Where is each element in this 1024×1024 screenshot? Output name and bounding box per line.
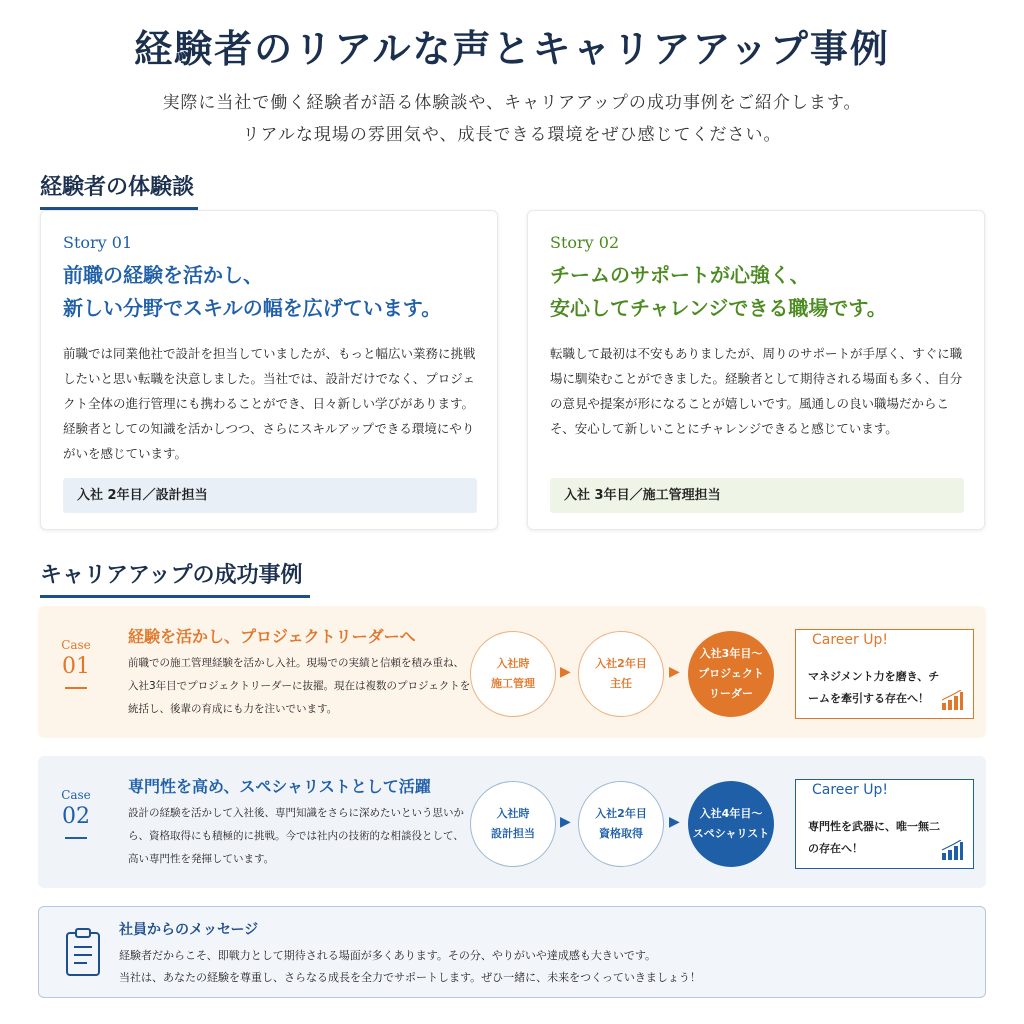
chevron-right-icon: ▶ <box>560 814 571 830</box>
growth-chart-icon <box>941 840 963 860</box>
career-up-box <box>795 779 974 869</box>
page-title: 経験者のリアルな声とキャリアアップ事例 <box>134 27 890 71</box>
story-card-02 <box>527 210 985 530</box>
career-step-2: 入社2年目 資格取得 <box>578 781 664 867</box>
career-step-2: 入社2年目 主任 <box>578 631 664 717</box>
chevron-right-icon: ▶ <box>560 664 571 680</box>
career-up-box <box>795 629 974 719</box>
case-label: Case <box>61 788 91 802</box>
lead-text-line-2: リアルな現場の雰囲気や、成長できる環境をぜひ感じてください。 <box>242 125 782 145</box>
chevron-right-icon: ▶ <box>669 664 680 680</box>
message-line-2: 当社は、あなたの経験を尊重し、さらなる成長を全力でサポートします。ぜひ一緒に、未来をつくっていきましょう！ <box>119 971 701 984</box>
story-body: 転職して最初は不安もありましたが、周りのサポートが手厚く、すぐに職場に馴染むことができました。経験者として期待される場面も多く、自分の意見や提案が形になることが嬉しいです。風通しの良い職場だからこそ、安心して新しいことにチャレンジできると感じています。 <box>550 346 963 436</box>
story-headline <box>550 259 970 325</box>
case-number: 01 <box>62 654 90 679</box>
story-card-01 <box>40 210 498 530</box>
case-number-badge <box>54 638 98 689</box>
section-heading-cases <box>40 558 302 589</box>
story-headline-line-1: 前職の経験を活かし、 <box>63 263 263 287</box>
career-step-1: 入社時 設計担当 <box>470 781 556 867</box>
case-body: 前職での施工管理経験を活かし入社。現場での実績と信頼を積み重ね、入社3年目でプロジェクトリーダーに抜擢。現在は複数のプロジェクトを統括し、後輩の育成にも力を注いでいます。 <box>128 657 471 715</box>
case-card-01 <box>38 606 986 738</box>
case-number: 02 <box>62 804 90 829</box>
case-title: 経験を活かし、プロジェクトリーダーへ <box>128 627 416 646</box>
lead-text-line-1: 実際に当社で働く経験者が語る体験談や、キャリアアップの成功事例をご紹介します。 <box>162 93 862 113</box>
career-step-3: 入社3年目〜 プロジェクト リーダー <box>688 631 774 717</box>
career-up-text: マネジメント力を磨き、チームを牽引する存在へ！ <box>808 670 940 705</box>
career-step-3: 入社4年目〜 スペシャリスト <box>688 781 774 867</box>
story-label: Story 01 <box>63 233 133 252</box>
message-line-1: 経験者だからこそ、即戦力として期待される場面が多くあります。その分、やりがいや達成感も大きいです。 <box>119 949 657 962</box>
story-headline-line-2: 新しい分野でスキルの幅を広げています。 <box>63 296 442 320</box>
case-body: 設計の経験を活かして入社後、専門知識をさらに深めたいという思いから、資格取得にも積極的に挑戦。今では社内の技術的な相談役として、高い専門性を発揮しています。 <box>128 807 464 865</box>
case-number-badge <box>54 788 98 839</box>
clipboard-icon <box>63 927 103 977</box>
story-headline-line-1: チームのサポートが心強く、 <box>550 263 810 287</box>
career-up-text: 専門性を武器に、唯一無二の存在へ！ <box>808 820 940 855</box>
case-dash-divider <box>65 687 87 689</box>
story-headline <box>63 259 483 325</box>
heading-underline <box>40 595 310 598</box>
story-headline-line-2: 安心してチャレンジできる職場です。 <box>550 296 887 320</box>
growth-chart-icon <box>941 690 963 710</box>
message-title: 社員からのメッセージ <box>119 922 259 938</box>
case-label: Case <box>61 638 91 652</box>
section-heading-cases-text: キャリアアップの成功事例 <box>40 563 303 588</box>
story-tag: 入社 2年目／設計担当 <box>63 478 477 513</box>
story-label: Story 02 <box>550 233 620 252</box>
career-up-title: Career Up! <box>808 632 892 648</box>
career-step-1: 入社時 施工管理 <box>470 631 556 717</box>
case-dash-divider <box>65 837 87 839</box>
story-tag: 入社 3年目／施工管理担当 <box>550 478 964 513</box>
case-card-02 <box>38 756 986 888</box>
section-heading-stories <box>40 170 194 201</box>
case-title: 専門性を高め、スペシャリストとして活躍 <box>128 777 431 796</box>
message-body <box>119 945 969 989</box>
story-body: 前職では同業他社で設計を担当していましたが、もっと幅広い業務に挑戦したいと思い転職を決意しました。当社では、設計だけでなく、プロジェクト全体の進行管理にも携わることができ、日々新しい学びがあります。経験者としての知識を活かしつつ、さらにスキルアップできる環境にやりがいを感じています。 <box>63 346 476 461</box>
career-up-title: Career Up! <box>808 782 892 798</box>
section-heading-stories-text: 経験者の体験談 <box>40 175 195 200</box>
employee-message-box <box>38 906 986 998</box>
chevron-right-icon: ▶ <box>669 814 680 830</box>
